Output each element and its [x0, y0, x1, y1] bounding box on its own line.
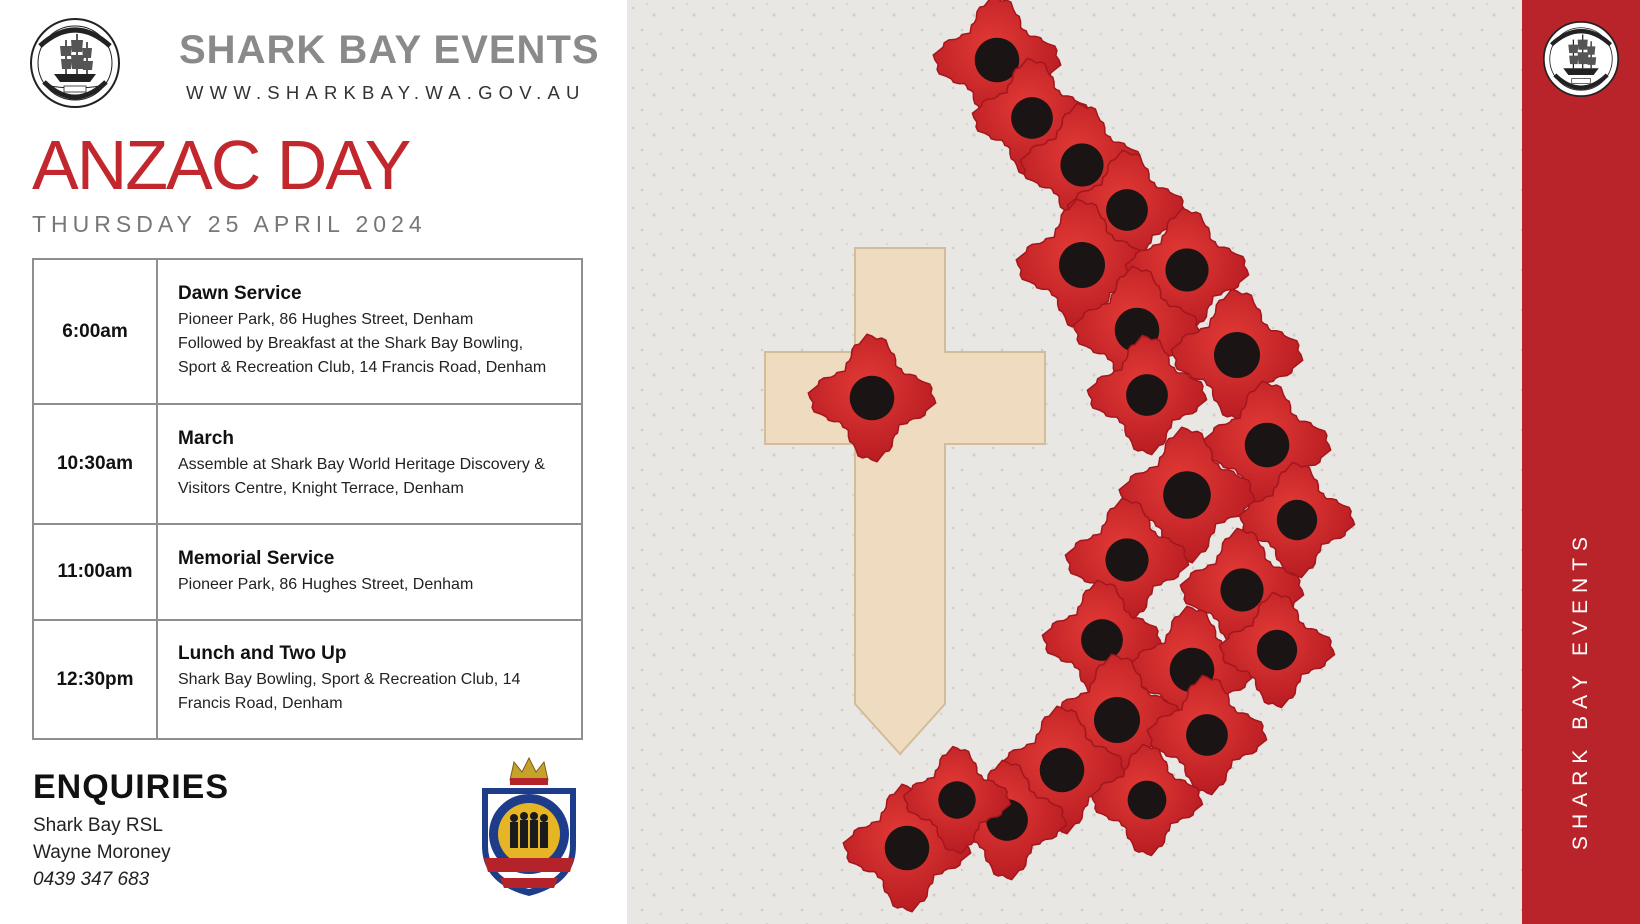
event-title: ANZAC DAY — [32, 126, 410, 204]
schedule-event-line: Visitors Centre, Knight Terrace, Denham — [178, 479, 464, 497]
schedule-time: 10:30am — [34, 405, 158, 523]
schedule-detail — [158, 525, 581, 619]
shire-seal-logo-small — [1543, 16, 1619, 102]
schedule-time: 11:00am — [34, 525, 158, 619]
schedule-event-line: Sport & Recreation Club, 14 Francis Road, Denham — [178, 359, 547, 376]
shire-of-shark-bay-seal-icon — [1543, 16, 1619, 102]
schedule-event-line: Pioneer Park, 86 Hughes Street, Denham — [178, 575, 474, 593]
schedule-event-line: Francis Road, Denham — [178, 695, 343, 712]
shire-seal-logo — [30, 16, 120, 110]
schedule-detail — [158, 260, 581, 403]
schedule-event-name: Memorial Service — [178, 547, 335, 569]
schedule-detail — [158, 621, 581, 738]
schedule-row — [34, 523, 581, 619]
schedule-detail — [158, 405, 581, 523]
schedule-time: 12:30pm — [34, 621, 158, 738]
schedule-event-name: Lunch and Two Up — [178, 643, 347, 664]
poppies-and-wooden-cross-icon — [627, 0, 1522, 924]
enquiries-phone[interactable]: 0439 347 683 — [33, 869, 150, 890]
schedule-event-name: Dawn Service — [178, 283, 302, 304]
enquiries-title: ENQUIRIES — [33, 768, 230, 806]
event-date: THURSDAY 25 APRIL 2024 — [32, 211, 427, 237]
poppies-photo — [627, 0, 1522, 924]
schedule-event-line: Assemble at Shark Bay World Heritage Discovery & — [178, 455, 545, 473]
schedule-event-line: Pioneer Park, 86 Hughes Street, Denham — [178, 311, 474, 328]
enquiries-organisation: Shark Bay RSL — [33, 815, 163, 836]
sidebar-banner — [1522, 0, 1640, 924]
rsl-badge-icon — [470, 754, 588, 899]
schedule-event-line: Shark Bay Bowling, Sport & Recreation Club, 14 — [178, 671, 521, 688]
schedule-time: 6:00am — [34, 260, 158, 403]
schedule-event-name: March — [178, 427, 234, 449]
schedule-event-line: Followed by Breakfast at the Shark Bay Bowling, — [178, 335, 524, 352]
enquiries-contact: Wayne Moroney — [33, 842, 171, 863]
shire-of-shark-bay-seal-icon — [30, 16, 120, 110]
org-title: SHARK BAY EVENTS — [179, 28, 600, 72]
event-panel — [0, 0, 627, 924]
sidebar-label: SHARK BAY EVENTS — [1569, 529, 1592, 851]
website-link[interactable]: WWW.SHARKBAY.WA.GOV.AU — [186, 82, 586, 103]
schedule-row — [34, 619, 581, 738]
rsl-logo — [470, 754, 588, 899]
schedule-table — [32, 258, 583, 740]
schedule-row — [34, 403, 581, 523]
schedule-row — [34, 260, 581, 403]
